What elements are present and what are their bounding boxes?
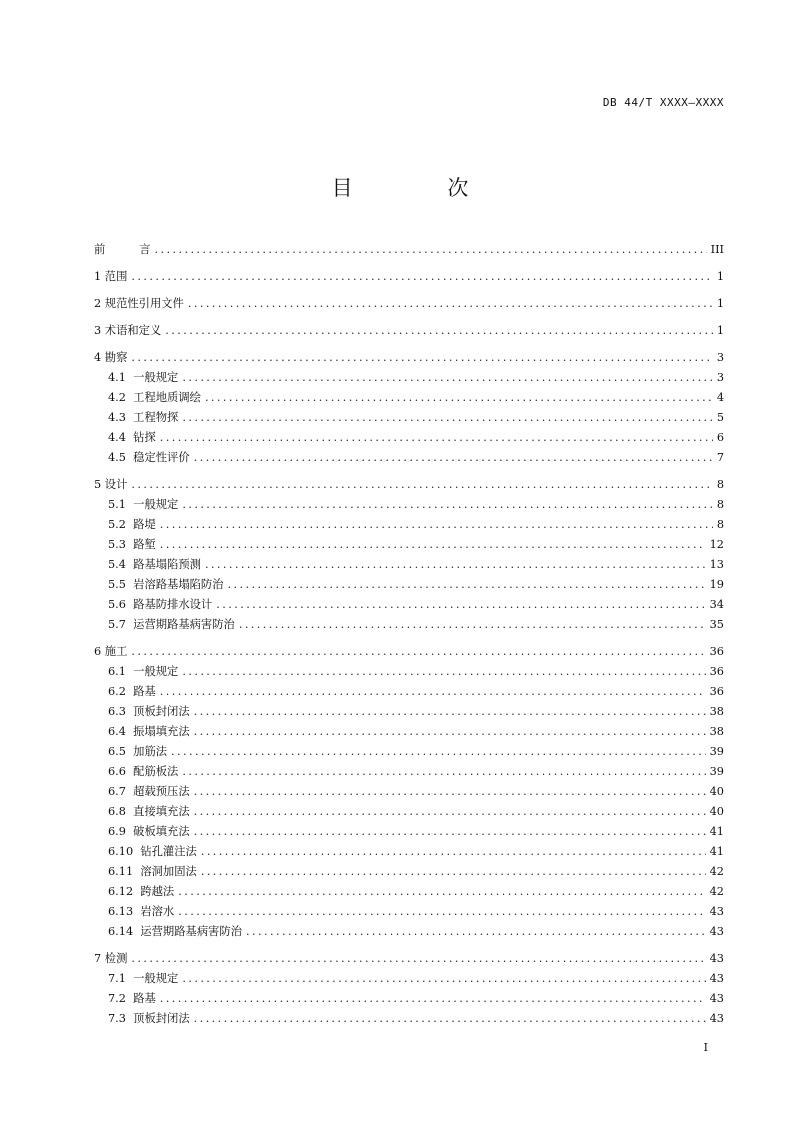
toc-entry-page: 8: [716, 498, 724, 511]
toc-entry-label: 6.4 振塌填充法: [108, 725, 190, 738]
toc-leader-dots: [160, 515, 713, 535]
toc-entry-label: 5.7 运营期路基病害防治: [108, 618, 235, 631]
toc-entry-page: 39: [709, 745, 724, 758]
toc-entry[interactable]: [94, 822, 724, 842]
toc-entry[interactable]: [94, 742, 724, 762]
toc-entry-page: 43: [709, 972, 724, 985]
toc-leader-dots: [131, 348, 712, 368]
toc-entry-page: 36: [709, 665, 724, 678]
toc-entry-label: 5.1 一般规定: [108, 498, 179, 511]
toc-entry-page: 4: [716, 391, 724, 404]
toc-entry[interactable]: [94, 862, 724, 882]
toc-leader-dots: [131, 949, 705, 969]
toc-entry[interactable]: [94, 902, 724, 922]
toc-entry-label: 6.11 溶洞加固法: [108, 865, 197, 878]
toc-entry-page: III: [710, 243, 724, 256]
toc-leader-dots: [155, 240, 707, 260]
toc-entry-label: 5 设计: [94, 478, 128, 491]
toc-entry-page: 1: [716, 324, 724, 337]
toc-entry-page: 43: [709, 1012, 724, 1025]
toc-entry-label: 4.2 工程地质调绘: [108, 391, 201, 404]
toc-entry[interactable]: [94, 388, 724, 408]
toc-entry-label: 4.1 一般规定: [108, 371, 179, 384]
toc-entry-page: 1: [716, 270, 724, 283]
toc-entry[interactable]: [94, 922, 724, 942]
toc-entry-label: 5.6 路基防排水设计: [108, 598, 213, 611]
toc-entry-page: 36: [709, 645, 724, 658]
toc-entry[interactable]: [94, 615, 724, 635]
toc-leader-dots: [182, 662, 705, 682]
toc-entry[interactable]: [94, 969, 724, 989]
toc-entry-page: 35: [709, 618, 724, 631]
toc-leader-dots: [205, 555, 706, 575]
toc-entry-label: 前 言: [94, 243, 151, 256]
toc-entry[interactable]: [94, 428, 724, 448]
toc-entry[interactable]: [94, 762, 724, 782]
toc-entry-label: 4.5 稳定性评价: [108, 451, 190, 464]
toc-entry-label: 6.13 岩溶水: [108, 905, 175, 918]
toc-entry-label: 3 术语和定义: [94, 324, 162, 337]
toc-entry[interactable]: [94, 642, 724, 662]
toc-leader-dots: [194, 722, 706, 742]
toc-entry[interactable]: [94, 842, 724, 862]
toc-leader-dots: [171, 742, 706, 762]
toc-entry-label: 6.6 配筋板法: [108, 765, 179, 778]
toc-leader-dots: [131, 475, 712, 495]
toc-leader-dots: [246, 922, 706, 942]
toc-leader-dots: [160, 428, 713, 448]
toc-leader-dots: [182, 408, 712, 428]
toc-entry-label: 5.2 路堤: [108, 518, 156, 531]
toc-entry[interactable]: [94, 782, 724, 802]
toc-entry-label: 6.3 顶板封闭法: [108, 705, 190, 718]
toc-leader-dots: [182, 969, 705, 989]
toc-entry[interactable]: [94, 949, 724, 969]
toc-leader-dots: [201, 862, 706, 882]
toc-entry-page: 34: [709, 598, 724, 611]
toc-entry-label: 6.10 钻孔灌注法: [108, 845, 197, 858]
toc-entry-page: 3: [716, 351, 724, 364]
toc-entry-label: 5.4 路基塌陷预测: [108, 558, 201, 571]
toc-entry[interactable]: [94, 555, 724, 575]
toc-leader-dots: [194, 448, 713, 468]
toc-entry-label: 6.7 超载预压法: [108, 785, 190, 798]
toc-entry[interactable]: [94, 682, 724, 702]
toc-leader-dots: [205, 388, 713, 408]
toc-entry[interactable]: [94, 882, 724, 902]
toc-entry-page: 36: [709, 685, 724, 698]
toc-entry[interactable]: [94, 802, 724, 822]
toc-entry-page: 3: [716, 371, 724, 384]
toc-entry-page: 38: [709, 725, 724, 738]
toc-entry-page: 43: [709, 952, 724, 965]
toc-leader-dots: [178, 902, 705, 922]
toc-entry-label: 6.2 路基: [108, 685, 156, 698]
toc-entry[interactable]: [94, 595, 724, 615]
toc-leader-dots: [131, 267, 712, 287]
toc-entry-page: 43: [709, 905, 724, 918]
toc-entry-label: 6.8 直接填充法: [108, 805, 190, 818]
toc-entry-page: 43: [709, 992, 724, 1005]
toc-entry-page: 12: [709, 538, 724, 551]
toc-entry[interactable]: [94, 294, 724, 314]
toc-entry-page: 40: [709, 785, 724, 798]
document-code-header: DB 44/T XXXX—XXXX: [602, 96, 724, 109]
toc-leader-dots: [194, 702, 706, 722]
toc-entry[interactable]: [94, 662, 724, 682]
toc-leader-dots: [201, 842, 706, 862]
toc-entry-page: 6: [716, 431, 724, 444]
toc-leader-dots: [182, 762, 705, 782]
toc-leader-dots: [131, 642, 705, 662]
toc-leader-dots: [194, 782, 706, 802]
toc-entry-label: 7.3 顶板封闭法: [108, 1012, 190, 1025]
toc-entry-label: 2 规范性引用文件: [94, 297, 184, 310]
toc-entry-page: 40: [709, 805, 724, 818]
toc-leader-dots: [160, 682, 706, 702]
toc-entry-label: 4.4 钻探: [108, 431, 156, 444]
toc-entry-page: 41: [709, 825, 724, 838]
toc-entry[interactable]: [94, 448, 724, 468]
toc-entry-page: 8: [716, 518, 724, 531]
toc-entry-label: 1 范围: [94, 270, 128, 283]
toc-entry[interactable]: [94, 495, 724, 515]
toc-entry[interactable]: [94, 240, 724, 260]
toc-entry-label: 7 检测: [94, 952, 128, 965]
toc-entry-page: 43: [709, 925, 724, 938]
toc-leader-dots: [182, 495, 712, 515]
toc-leader-dots: [165, 321, 713, 341]
toc-entry-label: 5.3 路堑: [108, 538, 156, 551]
toc-leader-dots: [160, 535, 706, 555]
toc-leader-dots: [188, 294, 713, 314]
toc-leader-dots: [228, 575, 706, 595]
toc-leader-dots: [239, 615, 706, 635]
table-of-contents: [94, 240, 724, 1029]
toc-entry[interactable]: [94, 1009, 724, 1029]
toc-entry-label: 5.5 岩溶路基塌陷防治: [108, 578, 224, 591]
toc-entry-label: 7.1 一般规定: [108, 972, 179, 985]
toc-entry-page: 5: [716, 411, 724, 424]
toc-entry-page: 13: [709, 558, 724, 571]
toc-entry[interactable]: [94, 348, 724, 368]
toc-entry[interactable]: [94, 535, 724, 555]
toc-leader-dots: [182, 368, 712, 388]
toc-entry-page: 42: [709, 865, 724, 878]
toc-leader-dots: [194, 822, 706, 842]
toc-entry[interactable]: [94, 267, 724, 287]
toc-entry[interactable]: [94, 722, 724, 742]
toc-entry-page: 8: [716, 478, 724, 491]
toc-entry-label: 4 勘察: [94, 351, 128, 364]
page-number: I: [703, 1041, 708, 1054]
toc-entry-page: 41: [709, 845, 724, 858]
toc-entry-label: 6.14 运营期路基病害防治: [108, 925, 243, 938]
toc-leader-dots: [194, 1009, 706, 1029]
toc-leader-dots: [194, 802, 706, 822]
toc-entry[interactable]: [94, 475, 724, 495]
toc-entry-page: 1: [716, 297, 724, 310]
toc-entry-label: 6.5 加筋法: [108, 745, 168, 758]
toc-leader-dots: [216, 595, 705, 615]
toc-entry-label: 6 施工: [94, 645, 128, 658]
toc-entry-label: 6.12 跨越法: [108, 885, 175, 898]
toc-entry-label: 6.1 一般规定: [108, 665, 179, 678]
toc-entry-page: 19: [709, 578, 724, 591]
toc-entry-label: 7.2 路基: [108, 992, 156, 1005]
toc-entry[interactable]: [94, 702, 724, 722]
toc-entry-label: 4.3 工程物探: [108, 411, 179, 424]
toc-entry[interactable]: [94, 989, 724, 1009]
toc-entry[interactable]: [94, 368, 724, 388]
toc-leader-dots: [178, 882, 705, 902]
toc-entry[interactable]: [94, 575, 724, 595]
toc-leader-dots: [160, 989, 706, 1009]
toc-entry-page: 39: [709, 765, 724, 778]
toc-entry-page: 7: [716, 451, 724, 464]
toc-entry-page: 42: [709, 885, 724, 898]
toc-entry-page: 38: [709, 705, 724, 718]
toc-entry[interactable]: [94, 408, 724, 428]
page-title: 目 次: [331, 176, 513, 200]
toc-entry[interactable]: [94, 321, 724, 341]
toc-entry-label: 6.9 破板填充法: [108, 825, 190, 838]
toc-entry[interactable]: [94, 515, 724, 535]
